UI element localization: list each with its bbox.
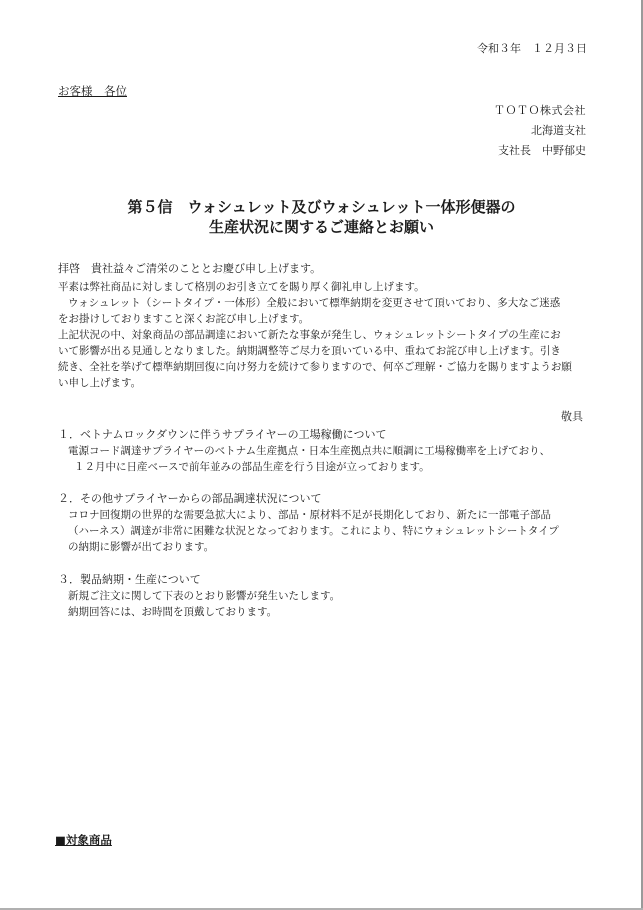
document-title-line1: 第５信 ウォシュレット及びウォシュレット一体形便器の <box>127 198 516 216</box>
document-date: 令和３年 １２月３日 <box>477 42 587 55</box>
section-line: （ハーネス）調達が非常に困難な状況となっております。これにより、特にウォシュレットシートタイプ <box>68 525 559 537</box>
section-heading: ３．製品納期・生産について <box>58 573 201 586</box>
section-line: １２月中に日産ベースで前年並みの部品生産を行う目途が立っております。 <box>74 461 430 473</box>
body-line: をお掛けしておりますこと深くお詫び申し上げます。 <box>58 313 310 325</box>
body-line: ウォシュレット（シートタイプ・一体形）全般において標準納期を変更させて頂いており、多大なご迷惑 <box>68 297 561 309</box>
body-line: 上記状況の中、対象商品の部品調達において新たな事象が発生し、ウォシュレットシートタイプの生産にお <box>58 329 561 341</box>
sender-branch: 北海道支社 <box>531 124 586 137</box>
sender-manager: 支社長 中野郁史 <box>498 144 586 157</box>
section-line: の納期に影響が出ております。 <box>68 541 215 553</box>
section-line: 納期回答には、お時間を頂戴しております。 <box>68 606 278 618</box>
section-heading: ２．その他サプライヤーからの部品調達状況について <box>58 492 322 505</box>
target-products-heading: ■対象商品 <box>55 833 112 847</box>
body-line: いて影響が出る見通しとなりました。納期調整等ご尽力を頂いている中、重ねてお詫び申し上げます。引き <box>58 345 561 357</box>
section-line: 新規ご注文に関して下表のとおり影響が発生いたします。 <box>68 590 341 602</box>
section-line: 電源コード調達サプライヤーのベトナム生産拠点・日本生産拠点共に順調に工場稼働率を上げており、 <box>68 445 551 457</box>
body-line: 続き、全社を挙げて標準納期回復に向け努力を続けて参りますので、何卒ご理解・ご協力を賜りますようお願 <box>58 361 572 373</box>
sender-company: ＴＯＴＯ株式会社 <box>494 104 586 117</box>
closing-word: 敬具 <box>561 410 583 423</box>
body-line: 平素は弊社商品に対しまして格別のお引き立てを賜り厚く御礼申し上げます。 <box>58 281 425 293</box>
document-title-line2: 生産状況に関するご連絡とお願い <box>208 218 434 236</box>
body-line: い申し上げます。 <box>58 377 142 389</box>
section-heading: １．ベトナムロックダウンに伴うサプライヤーの工場稼働について <box>58 428 387 441</box>
addressee: お客様 各位 <box>58 84 127 98</box>
section-line: コロナ回復期の世界的な需要急拡大により、部品・原材料不足が長期化しており、新たに一部電子部品 <box>68 509 551 521</box>
greeting: 拝啓 貴社益々ご清栄のこととお慶び申し上げます。 <box>58 262 322 275</box>
